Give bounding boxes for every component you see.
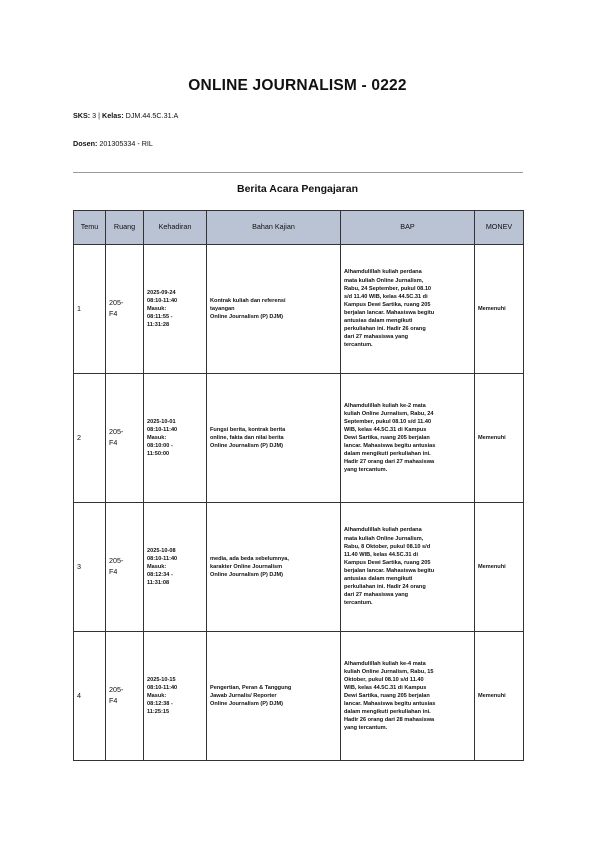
bap-cell-line: mata kuliah Online Jurnalism, <box>344 535 424 542</box>
header-bap: BAP <box>341 211 475 245</box>
bahan-kajian-cell-line: Online Journalism (P) DJM) <box>210 572 284 579</box>
bap-cell-line: September, pukul 08.10 s/d 11.40 <box>344 418 432 425</box>
bap-cell-line: dalam mengikuti perkuliahan ini. <box>344 709 431 716</box>
kehadiran-cell-line: Masuk: <box>147 434 167 441</box>
header-ruang: Ruang <box>106 211 144 245</box>
bap-cell-line: Hadir 26 orang dari 28 mahasiswa <box>344 717 435 724</box>
bap-cell-line: berjalan lancar. Mahasiswa begitu <box>344 568 435 574</box>
kehadiran-cell-line: Masuk: <box>147 563 167 570</box>
kehadiran-cell-line: 08:10:00 - <box>147 443 173 450</box>
bap-cell-line: dari 27 mahasiswa yang <box>344 334 409 341</box>
bap-cell-line: Alhamdulillah kuliah ke-4 mata <box>344 660 426 667</box>
bap-cell-line: berjalan lancar. Mahasiswa begitu <box>344 310 435 316</box>
monev-cell: Memenuhi <box>475 632 524 761</box>
header-monev: MONEV <box>475 211 524 245</box>
bap-cell-line: perkuliahan ini. Hadir 26 orang <box>344 326 426 333</box>
ruang-cell-line: 205- <box>109 427 124 437</box>
bap-cell-line: kuliah Online Jurnalism, Rabu, 15 <box>344 668 434 675</box>
bahan-kajian-cell <box>207 503 341 632</box>
bahan-kajian-cell-line: Jawab Jurnalis/ Reporter <box>210 692 277 699</box>
kehadiran-cell-line: 2025-09-24 <box>147 289 176 296</box>
bap-cell-line: Rabu, 8 Oktober, pukul 08.10 s/d <box>344 543 431 550</box>
ruang-cell-line: F4 <box>109 567 118 576</box>
temu-cell: 1 <box>74 245 106 374</box>
bap-cell-line: antusias dalam mengikuti <box>344 318 413 325</box>
bap-cell-line: lancar. Mahasiswa begitu antusias <box>344 443 436 450</box>
ruang-cell <box>106 503 144 632</box>
bahan-kajian-cell <box>207 245 341 374</box>
bap-cell-line: Kampus Dewi Sartika, ruang 205 <box>344 301 431 308</box>
bap-cell <box>341 503 475 632</box>
bahan-kajian-cell-line: media, ada beda sebelumnya, <box>210 555 289 562</box>
bahan-kajian-cell-line: Online Journalism (P) DJM) <box>210 443 284 450</box>
bap-cell-line: Kampus Dewi Sartika, ruang 205 <box>344 559 431 566</box>
ruang-cell <box>106 245 144 374</box>
kehadiran-cell <box>144 503 207 632</box>
table-row <box>74 503 524 632</box>
kehadiran-cell <box>144 245 207 374</box>
kehadiran-cell-line: 08:10-11:40 <box>147 555 178 562</box>
table-row <box>74 245 524 374</box>
ruang-cell-line: F4 <box>109 438 118 447</box>
dosen-value: 201305334 - RIL <box>97 139 153 148</box>
bahan-kajian-cell-line: karakter Online Journalism <box>210 563 283 570</box>
bap-cell-line: lancar. Mahasiswa begitu antusias <box>344 701 436 708</box>
ruang-cell-line: 205- <box>109 556 124 566</box>
bahan-kajian-cell <box>207 374 341 503</box>
table-row <box>74 374 524 503</box>
monev-cell: Memenuhi <box>475 374 524 503</box>
kehadiran-cell <box>144 374 207 503</box>
course-info-line <box>73 111 178 120</box>
bap-cell-line: perkuliahan ini. Hadir 24 orang <box>344 584 426 591</box>
sks-label: SKS: <box>73 111 91 120</box>
ruang-cell-line: 205- <box>109 685 124 695</box>
kehadiran-cell-line: 08:12:34 - <box>147 572 173 579</box>
bahan-kajian-cell <box>207 632 341 761</box>
bap-cell-line: Hadir 27 orang dari 27 mahasiswa <box>344 459 435 466</box>
bap-cell-line: tercantum. <box>344 600 373 607</box>
temu-cell: 3 <box>74 503 106 632</box>
bahan-kajian-cell-line: Kontrak kuliah dan referensi <box>210 297 286 304</box>
kehadiran-cell-line: 2025-10-15 <box>147 676 176 683</box>
ruang-cell-line: 205- <box>109 298 124 308</box>
bap-cell <box>341 632 475 761</box>
kehadiran-cell-line: 08:10-11:40 <box>147 684 178 691</box>
kehadiran-cell-line: 08:12:38 - <box>147 701 173 708</box>
bahan-kajian-cell-line: Online Journalism (P) DJM) <box>210 314 284 321</box>
horizontal-divider <box>73 172 523 173</box>
bahan-kajian-cell-line: Fungsi berita, kontrak berita <box>210 426 286 433</box>
bap-cell-line: s/d 11.40 WIB, kelas 44.5C.31 di <box>344 293 428 300</box>
bap-cell <box>341 374 475 503</box>
document-title: ONLINE JOURNALISM - 0222 <box>188 77 407 94</box>
temu-cell: 4 <box>74 632 106 761</box>
table-header-row <box>74 211 524 245</box>
kehadiran-cell-line: 11:31:08 <box>147 580 170 587</box>
bap-cell-line: antusias dalam mengikuti <box>344 576 413 583</box>
bap-cell-line: mata kuliah Online Jurnalism, <box>344 277 424 284</box>
header-temu: Temu <box>74 211 106 245</box>
kelas-value: DJM.44.5C.31.A <box>123 111 179 120</box>
dosen-label: Dosen: <box>73 139 98 148</box>
header-kehadiran: Kehadiran <box>144 211 207 245</box>
kehadiran-cell-line: 08:10-11:40 <box>147 426 178 433</box>
section-title: Berita Acara Pengajaran <box>236 183 358 195</box>
bap-cell-line: kuliah Online Jurnalism, Rabu, 24 <box>344 410 434 417</box>
kehadiran-cell-line: 08:11:55 - <box>147 314 173 321</box>
bap-cell-line: yang tercantum. <box>344 725 388 732</box>
bap-cell-line: Oktober, pukul 08.10 s/d 11.40 <box>344 676 424 683</box>
bap-cell-line: WIB, kelas 44.5C.31 di Kampus <box>344 684 427 691</box>
sks-value: 3 | <box>90 111 103 120</box>
bap-cell-line: yang tercantum. <box>344 467 388 474</box>
bap-cell-line: dalam mengikuti perkuliahan ini. <box>344 451 431 458</box>
bap-cell-line: tercantum. <box>344 342 373 349</box>
ruang-cell-line: F4 <box>109 696 118 705</box>
table-row <box>74 632 524 761</box>
bap-cell <box>341 245 475 374</box>
bahan-kajian-cell-line: online, fakta dan nilai berita <box>210 434 284 441</box>
bap-cell-line: Alhamdulillah kuliah perdana <box>344 527 422 534</box>
kehadiran-cell-line: 11:31:28 <box>147 322 170 329</box>
ruang-cell-line: F4 <box>109 309 118 318</box>
kelas-label: Kelas: <box>102 111 124 120</box>
bap-table <box>73 210 524 761</box>
kehadiran-cell <box>144 632 207 761</box>
bap-cell-line: dari 27 mahasiswa yang <box>344 592 409 599</box>
bahan-kajian-cell-line: Pengertian, Peran & Tanggung <box>210 684 292 691</box>
kehadiran-cell-line: 11:50:00 <box>147 451 170 458</box>
bap-cell-line: Alhamdulillah kuliah ke-2 mata <box>344 402 426 409</box>
ruang-cell <box>106 632 144 761</box>
bap-cell-line: Alhamdulillah kuliah perdana <box>344 269 422 276</box>
bahan-kajian-cell-line: Online Journalism (P) DJM) <box>210 701 284 708</box>
kehadiran-cell-line: 2025-10-08 <box>147 547 176 554</box>
ruang-cell <box>106 374 144 503</box>
kehadiran-cell-line: 11:25:15 <box>147 709 170 716</box>
bap-cell-line: Rabu, 24 September, pukul 08.10 <box>344 285 432 292</box>
bap-cell-line: Dewi Sartika, ruang 205 berjalan <box>344 434 430 441</box>
bahan-kajian-cell-line: tayangan <box>210 305 235 312</box>
header-bahan-kajian: Bahan Kajian <box>207 211 341 245</box>
kehadiran-cell-line: Masuk: <box>147 692 167 699</box>
bap-cell-line: WIB, kelas 44.5C.31 di Kampus <box>344 426 427 433</box>
bap-cell-line: 11.40 WIB, kelas 44.5C.31 di <box>344 551 419 558</box>
kehadiran-cell-line: 08:10-11:40 <box>147 297 178 304</box>
monev-cell: Memenuhi <box>475 245 524 374</box>
bap-cell-line: Dewi Sartika, ruang 205 berjalan <box>344 692 430 699</box>
temu-cell: 2 <box>74 374 106 503</box>
lecturer-info-line <box>73 139 153 148</box>
monev-cell: Memenuhi <box>475 503 524 632</box>
kehadiran-cell-line: Masuk: <box>147 305 167 312</box>
kehadiran-cell-line: 2025-10-01 <box>147 418 176 425</box>
